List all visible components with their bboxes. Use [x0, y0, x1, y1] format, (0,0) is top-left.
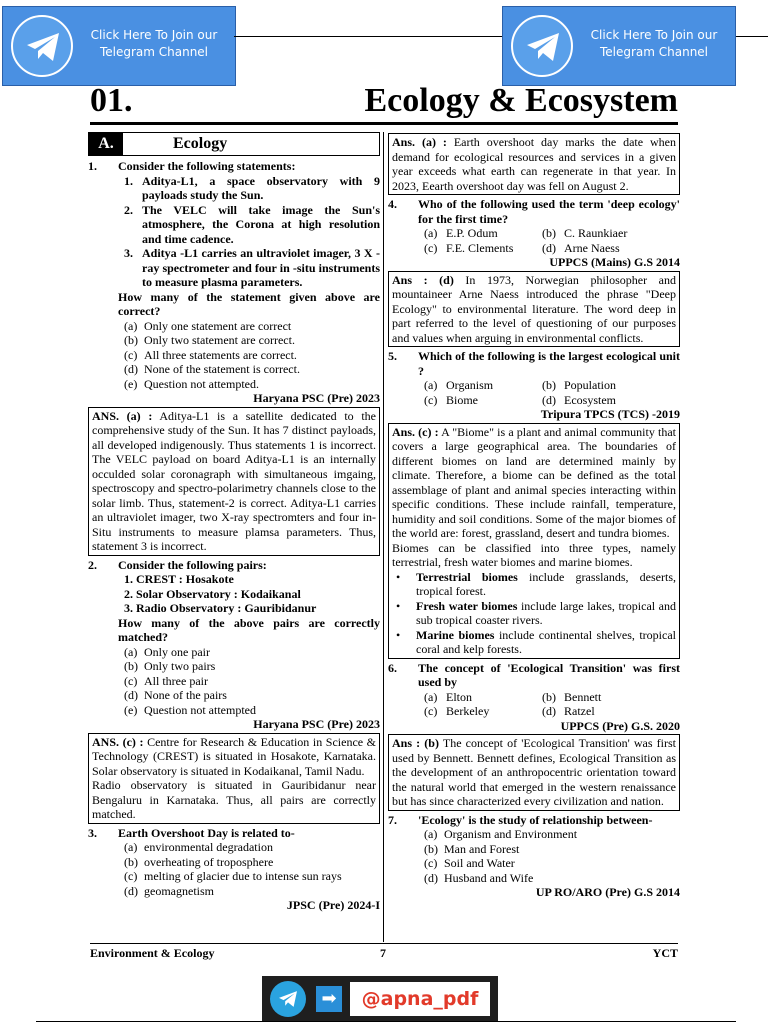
banner-text: Click Here To Join our Telegram Channel [590, 28, 718, 59]
section-heading [88, 132, 380, 156]
answer-box: Ans : (b) The concept of 'Ecological Transition' was first used by Bennett. Bennett defines, Ecological Transition as the development of an anthropocentric orientation toward the natural world that emerged in the western renaissance but has since characterized every civilization and nation. [388, 734, 680, 811]
option-row: (c) Biome (d) Ecosystem [424, 392, 616, 407]
option: (c) All three statements are correct. [124, 347, 297, 362]
option: (d) None of the statement is correct. [124, 362, 300, 376]
question-text: How many of the statement given above are correct? [118, 289, 380, 318]
top-divider [734, 36, 768, 37]
exam-source: UPPCS (Pre) G.S. 2020 [560, 718, 680, 733]
statement: 1. Aditya-L1, a space observatory with 9 payloads study the Sun. [124, 173, 380, 202]
answer-box: Ans. (a) : Earth overshoot day marks the date when demand for ecological resources and services in a given year exceeds what earth can regenerate in that year. In 2023, Eearth overshoot day was fell on August 2. [388, 133, 680, 195]
option: (c) All three pair [124, 673, 208, 688]
option: (b) Only two statement are correct. [124, 333, 295, 347]
telegram-icon [11, 15, 73, 77]
question-6: 6. The concept of 'Ecological Transition' was first used by [388, 660, 680, 689]
channel-handle[interactable]: @apna_pdf [350, 982, 490, 1016]
question-5: 5. Which of the following is the largest ecological unit ? [388, 349, 680, 378]
exam-source: UPPCS (Mains) G.S 2014 [549, 255, 680, 269]
question-number: 1. [88, 159, 97, 173]
exam-source: JPSC (Pre) 2024-I [286, 898, 380, 912]
option: (d) Husband and Wife [424, 870, 534, 885]
page-number: 7 [380, 946, 386, 960]
answer-box: Ans. (c) : A "Biome" is a plant and animal community that covers a large geographical area. The boundaries of different biomes on land are determined mainly by climate. Therefore, a biome can be defined as the total assemblage of plant and animal species interacting within specific conditions. These include rainfall, temperature, humidity and soil conditions. Some of the major biomes of the world are: forest, grassland, desert and tundra biomes. Biomes can be classified into three types, namely terrestrial, fresh water biomes and marine biomes. • Terrestrial biomes include grasslands, deserts, tropical forest. • Fresh water biomes include large lakes, tropical and sub tropical coaster rivers. • Marine biomes include continental shelves, tropical coral and kelp forests. [388, 423, 680, 659]
option: (b) Man and Forest [424, 841, 520, 856]
promo-banner[interactable] [262, 976, 498, 1022]
banner-text: Click Here To Join our Telegram Channel [90, 28, 218, 59]
chapter-title: Ecology & Ecosystem [364, 82, 678, 119]
footer-publisher: YCT [652, 946, 678, 960]
option-row: (a) E.P. Odum (b) C. Raunkiaer [424, 226, 628, 240]
question-4: 4. Who of the following used the term 'deep ecology' for the first time? [388, 197, 680, 226]
telegram-banner-right[interactable] [502, 6, 736, 86]
telegram-icon [511, 15, 573, 77]
bullet-item: • Marine biomes include continental shelves, tropical coral and kelp forests. [396, 627, 676, 656]
question-3: 3. Earth Overshoot Day is related to- [88, 825, 295, 840]
option: (d) None of the pairs [124, 688, 227, 702]
option: (b) overheating of troposphere [124, 854, 274, 869]
exam-source: Tripura TPCS (TCS) -2019 [540, 407, 680, 421]
question-2: 2. Consider the following pairs: [88, 557, 267, 572]
answer-box: Ans : (d) In 1973, Norwegian philosopher and mountaineer Arne Naess introduced the phrase "Deep Ecology" to environmental literature. The word deep in part referred to the level of questioning of our purposes and values when arguing in environmental conflicts. [388, 271, 680, 348]
bullet-item: • Fresh water biomes include large lakes, tropical and sub tropical coaster rivers. [396, 598, 677, 627]
option: (a) Organism and Environment [424, 827, 578, 841]
arrow-right-icon: ➡ [316, 986, 342, 1012]
footer-rule [90, 943, 678, 944]
top-divider [234, 36, 502, 37]
right-column [388, 132, 680, 900]
section-letter: A. [89, 133, 123, 155]
option: (c) Soil and Water [424, 856, 515, 870]
question-1 [88, 159, 380, 174]
answer-box: ANS. (c) : Centre for Research & Education in Science & Technology (CREST) is situated in Hosakote, Karnataka. Solar observatory is situated in Kodaikanal, Tamil Nadu. Radio observatory is situated in Gauribidanur near Bengaluru in Karnataka. Thus, all pairs are correctly matched. [88, 733, 380, 824]
option: (e) Question not attempted [124, 702, 256, 717]
exam-source: UP RO/ARO (Pre) G.S 2014 [535, 885, 680, 899]
option: (e) Question not attempted. [124, 376, 259, 391]
option: (a) Only one pair [124, 644, 210, 659]
exam-source: Haryana PSC (Pre) 2023 [253, 717, 380, 731]
question-stem: Consider the following statements: [118, 159, 296, 173]
pair: 3. Radio Observatory : Gauribidanur [124, 601, 317, 615]
bottom-divider [36, 1021, 736, 1022]
option: (a) environmental degradation [124, 840, 273, 854]
section-name: Ecology [173, 134, 228, 152]
statement: 3. Aditya -L1 carries an ultraviolet imager, 3 X -ray spectrometer and four in -situ instruments to measure plasma parameters. [124, 246, 380, 289]
option-row: (c) Berkeley (d) Ratzel [424, 704, 595, 718]
question-text: How many of the above pairs are correctly matched? [118, 615, 380, 644]
option-row: (a) Elton (b) Bennett [424, 689, 602, 704]
bullet-item: • Terrestrial biomes include grasslands, deserts, tropical forest. [396, 569, 677, 598]
statement: 2. The VELC will take image the Sun's atmosphere, the Corona at high resolution and time cadence. [124, 202, 380, 246]
option-row: (c) F.E. Clements (d) Arne Naess [424, 240, 620, 255]
chapter-number: 01. [90, 82, 133, 119]
footer-book-title: Environment & Ecology [90, 946, 215, 960]
answer-box: ANS. (a) : Aditya-L1 is a satellite dedicated to the comprehensive study of the Sun. It has 7 distinct payloads, all developed indigenously. Thus statements 1 is incorrect. The VELC payload on board Aditya-L1 is an internally occulded solar coronagraph with simultaneous imgaing, spectroscopy and spectro-polarimetry channels close to the solar limb. Thus, statement-2 is correct. Aditya-L1 carries an ultraviolet imager, two X-ray spectromters and four in-Situ instruments to measure plamsa parameters. Thus, statement 3 is incorrect. [88, 407, 380, 556]
option-row: (a) Organism (b) Population [424, 378, 617, 392]
telegram-banner-left[interactable] [2, 6, 236, 86]
telegram-icon [270, 981, 306, 1017]
question-7: 7. 'Ecology' is the study of relationship between- [388, 812, 653, 827]
option: (c) melting of glacier due to intense sun rays [124, 869, 342, 883]
pair: 1. CREST : Hosakote [124, 572, 234, 586]
left-column [88, 132, 380, 913]
column-divider [383, 132, 384, 942]
header-rule [90, 122, 678, 125]
option: (b) Only two pairs [124, 659, 216, 673]
pair: 2. Solar Observatory : Kodaikanal [124, 586, 301, 601]
exam-source: Haryana PSC (Pre) 2023 [253, 391, 380, 405]
option: (d) geomagnetism [124, 883, 214, 898]
option: (a) Only one statement are correct [124, 318, 292, 333]
